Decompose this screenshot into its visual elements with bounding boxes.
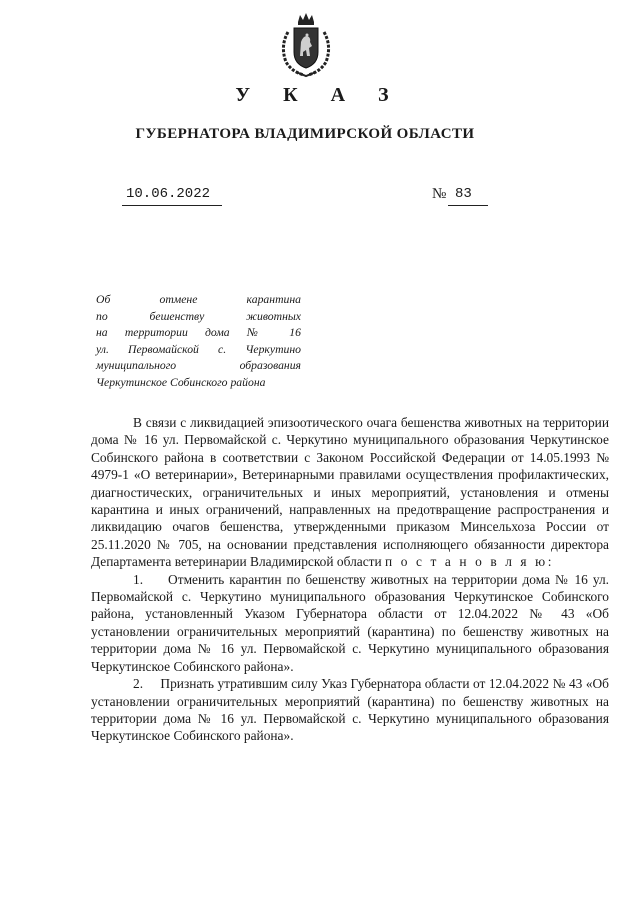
decree-word: п о с т а н о в л я ю:	[385, 554, 555, 570]
subject-line: Об отмене карантина	[96, 293, 301, 306]
decree-item-1: 1. Отменить карантин по бешенству животных на территории дома № 16 ул. Первомайской с. Черкутино муниципального образования Черкутинское Собинского района, установленный Указом Губернатора области от 12.04.2022 № 43 «Об установлении ограничительных мероприятий (карантина) по бешенству животных на территории дома № 16 ул. Первомайской с. Черкутино муниципального образования Черкутинское Собинского района».	[91, 571, 609, 674]
subject-line: муниципального образования	[96, 359, 301, 373]
number-underline	[448, 205, 488, 206]
subject-line: ул. Первомайской с. Черкутино	[96, 342, 301, 356]
subject-line: по бешенству животных	[96, 309, 301, 323]
number-label: №	[432, 186, 447, 202]
date-underline	[122, 205, 222, 206]
subject-line: Черкутинское Собинского района	[96, 375, 266, 389]
decree-body	[91, 414, 609, 745]
decree-item-2: 2. Признать утратившим силу Указ Губернатора области от 12.04.2022 № 43 «Об установлении ограничительных мероприятий (карантина) по бешенству животных на территории дома № 16 ул. Первомайской с. Черкутино муниципального образования Черкутинское Собинского района».	[91, 676, 609, 744]
coat-of-arms-icon	[276, 12, 336, 78]
preamble-paragraph	[91, 414, 609, 571]
preamble-text: В связи с ликвидацией эпизоотического очага бешенства животных на территории дома № 16 ул. Первомайской с. Черкутино муниципального образования Черкутинское Собинского района в соответствии с Законом Российской Федерации от 14.05.1993 № 4979-1 «О ветеринарии», Ветеринарными правилами осуществления профилактических, диагностических, ограничительных и иных мероприятий, установления и отмены карантина и иных ограничений, направленных на предотвращение распространения и ликвидацию очагов бешенства, утвержденными приказом Минсельхоза России от 25.11.2020 № 705, на основании представления исполняющего обязанности директора Департамента ветеринарии Владимирской области	[91, 415, 609, 570]
decree-date: 10.06.2022	[126, 186, 211, 202]
decree-subject	[96, 292, 301, 392]
document-type-title: У К А З	[235, 84, 403, 106]
subject-line: на территории дома № 16	[96, 326, 301, 340]
issuer-title: ГУБЕРНАТОРА ВЛАДИМИРСКОЙ ОБЛАСТИ	[135, 126, 475, 142]
decree-number: 83	[455, 186, 472, 202]
